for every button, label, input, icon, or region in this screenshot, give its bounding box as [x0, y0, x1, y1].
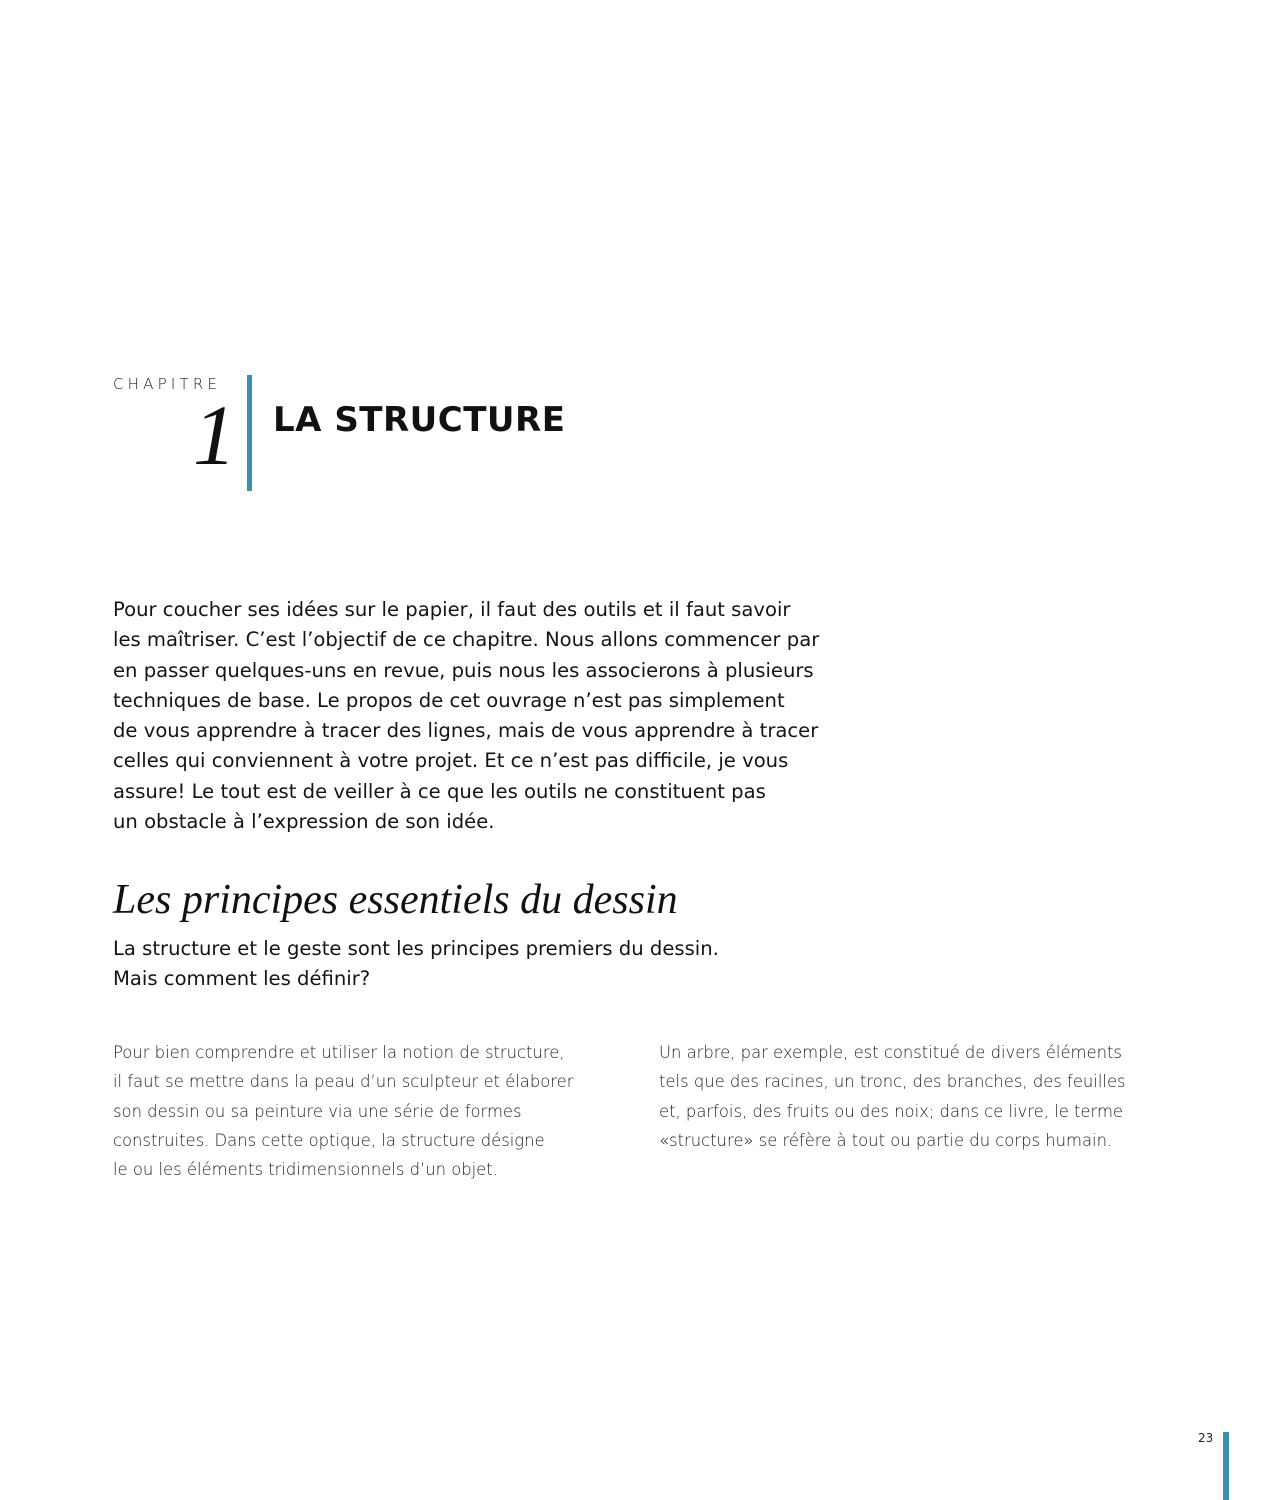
chapter-title: LA STRUCTURE [273, 400, 566, 440]
intro-line: techniques de base. Le propos de cet ouvrage n’est pas simplement [113, 688, 785, 712]
body-line: et, parfois, des fruits ou des noix; dans ce livre, le terme [659, 1101, 1124, 1121]
body-line: son dessin ou sa peinture via une série de formes [113, 1101, 522, 1121]
intro-line: en passer quelques-uns en revue, puis nous les associerons à plusieurs [113, 658, 814, 682]
body-line: construites. Dans cette optique, la structure désigne [113, 1130, 545, 1150]
section-lead-line: La structure et le geste sont les principes premiers du dessin. [113, 937, 719, 960]
section-lead [113, 934, 719, 995]
chapter-label: CHAPITRE [113, 375, 222, 393]
chapter-number: 1 [193, 387, 236, 483]
intro-line: les maîtriser. C’est l’objectif de ce chapitre. Nous allons commencer par [113, 628, 820, 652]
body-column-right [659, 1038, 1126, 1155]
body-line: tels que des racines, un tronc, des branches, des feuilles [659, 1072, 1126, 1092]
body-column-left [113, 1038, 573, 1184]
section-heading: Les principes essentiels du dessin [113, 877, 678, 923]
intro-line: un obstacle à l’expression de son idée. [113, 810, 495, 834]
intro-line: Pour coucher ses idées sur le papier, il faut des outils et il faut savoir [113, 598, 791, 621]
section-lead-line: Mais comment les définir? [113, 967, 371, 991]
body-line: le ou les éléments tridimensionnels d’un objet. [113, 1160, 498, 1180]
body-line: il faut se mettre dans la peau d’un sculpteur et élaborer [113, 1072, 574, 1092]
intro-line: de vous apprendre à tracer des lignes, mais de vous apprendre à tracer [113, 719, 819, 743]
body-line: «structure» se réfère à tout ou partie du corps humain. [659, 1130, 1113, 1150]
body-line: Un arbre, par exemple, est constitué de divers éléments [659, 1043, 1122, 1062]
intro-line: assure! Le tout est de veiller à ce que les outils ne constituent pas [113, 779, 766, 803]
chapter-accent-bar [247, 375, 252, 491]
page-number-accent-bar [1223, 1432, 1229, 1500]
intro-line: celles qui conviennent à votre projet. Et ce n’est pas difficile, je vous [113, 749, 789, 773]
intro-paragraph [113, 595, 903, 837]
page-number: 23 [1198, 1431, 1214, 1445]
body-line: Pour bien comprendre et utiliser la notion de structure, [113, 1043, 565, 1062]
